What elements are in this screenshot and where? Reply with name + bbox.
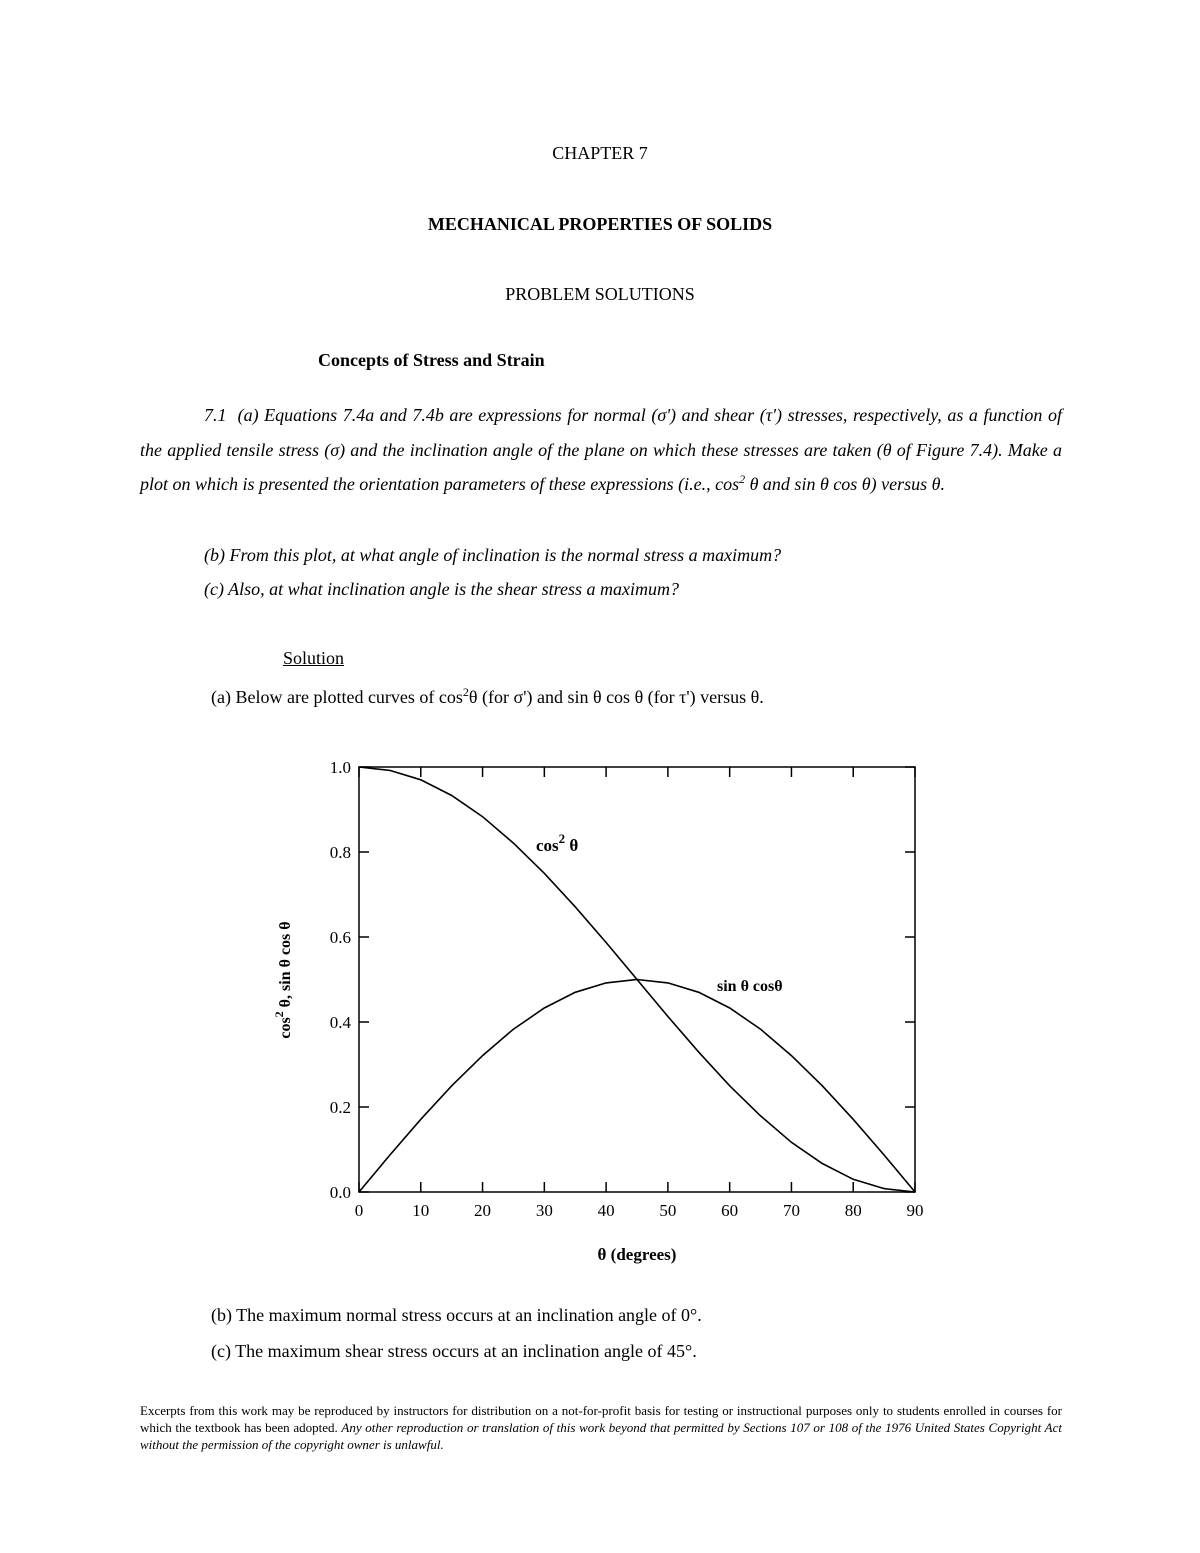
- problem-part-a-text: (a) Equations 7.4a and 7.4b are expressions for normal (σ') and shear (τ') stresses, respectively, as a function of the applied tensile stress (σ) and the inclination angle of the plane on which these stresses are taken (θ of Figure 7.4). Make a plot on which is presented the orientation parameters of these expressions (i.e., cos: [140, 405, 1062, 494]
- series-label-cos2: [536, 831, 578, 855]
- problem-part-a: [140, 398, 1062, 502]
- copyright-footer: [140, 1402, 1062, 1453]
- copyright-footer-italic: Any other reproduction or translation of this work beyond that permitted by Sections 107 or 108 of the 1976 United States Copyright Act without the permission of the copyright owner is unlawful.: [140, 1420, 1062, 1452]
- y-axis-label-base: cos: [277, 1017, 294, 1039]
- document-title: MECHANICAL PROPERTIES OF SOLIDS: [427, 214, 773, 234]
- x-tick-label: 30: [535, 1201, 553, 1220]
- section-heading: Concepts of Stress and Strain: [318, 350, 545, 370]
- x-tick-label: 40: [597, 1201, 615, 1220]
- x-axis-label: θ (degrees): [597, 1245, 677, 1264]
- x-tick-label: 50: [659, 1201, 677, 1220]
- x-tick-label: 80: [844, 1201, 862, 1220]
- series-label-cos2-base: cos: [536, 836, 559, 855]
- document-subtitle: PROBLEM SOLUTIONS: [505, 284, 695, 304]
- solution-part-c: (c) The maximum shear stress occurs at an inclination angle of 45°.: [211, 1341, 697, 1361]
- copyright-footer-text: Excerpts from this work may be reproduced by instructors for distribution on a not-for-profit basis for testing or instructional purposes only to students enrolled in courses for which the textbook has been adopted.: [140, 1403, 1062, 1435]
- y-tick-label: 0.8: [329, 843, 351, 862]
- x-tick-label: 60: [721, 1201, 739, 1220]
- solution-part-a-text: (a) Below are plotted curves of cos: [211, 687, 463, 707]
- y-tick-label: 1.0: [329, 758, 351, 777]
- stress-orientation-chart: [240, 755, 960, 1275]
- problem-part-c: (c) Also, at what inclination angle is the shear stress a maximum?: [204, 579, 679, 599]
- y-tick-label: 0.0: [329, 1183, 351, 1202]
- x-tick-label: 0: [354, 1201, 364, 1220]
- x-tick-label: 20: [474, 1201, 492, 1220]
- y-axis-label: [272, 921, 294, 1038]
- problem-part-a-sup: 2: [739, 472, 746, 486]
- solution-heading: Solution: [283, 648, 345, 668]
- x-tick-label: 90: [906, 1201, 924, 1220]
- problem-part-a-text-end: θ and sin θ cos θ) versus θ.: [745, 474, 945, 494]
- y-tick-label: 0.2: [329, 1098, 351, 1117]
- x-tick-label: 10: [412, 1201, 430, 1220]
- problem-number: 7.1: [204, 405, 227, 425]
- solution-part-a-sup: 2: [462, 685, 469, 699]
- chapter-heading: CHAPTER 7: [552, 143, 648, 163]
- series-label-sincos: sin θ cosθ: [717, 978, 783, 995]
- y-axis-label-sup: 2: [272, 1011, 286, 1018]
- solution-part-a-text-end: θ (for σ') and sin θ cos θ (for τ') versus θ.: [468, 687, 764, 707]
- y-axis-label-end: θ, sin θ cos θ: [277, 921, 294, 1012]
- solution-part-b: (b) The maximum normal stress occurs at an inclination angle of 0°.: [211, 1305, 702, 1325]
- solution-part-a: [211, 686, 764, 708]
- y-tick-label: 0.6: [329, 928, 351, 947]
- y-tick-label: 0.4: [329, 1013, 351, 1032]
- series-label-cos2-end: θ: [565, 836, 579, 855]
- series-label-cos2-sup: 2: [558, 831, 566, 846]
- series-line-sincos: [359, 980, 915, 1193]
- problem-part-b: (b) From this plot, at what angle of inclination is the normal stress a maximum?: [204, 545, 782, 565]
- x-tick-label: 70: [782, 1201, 800, 1220]
